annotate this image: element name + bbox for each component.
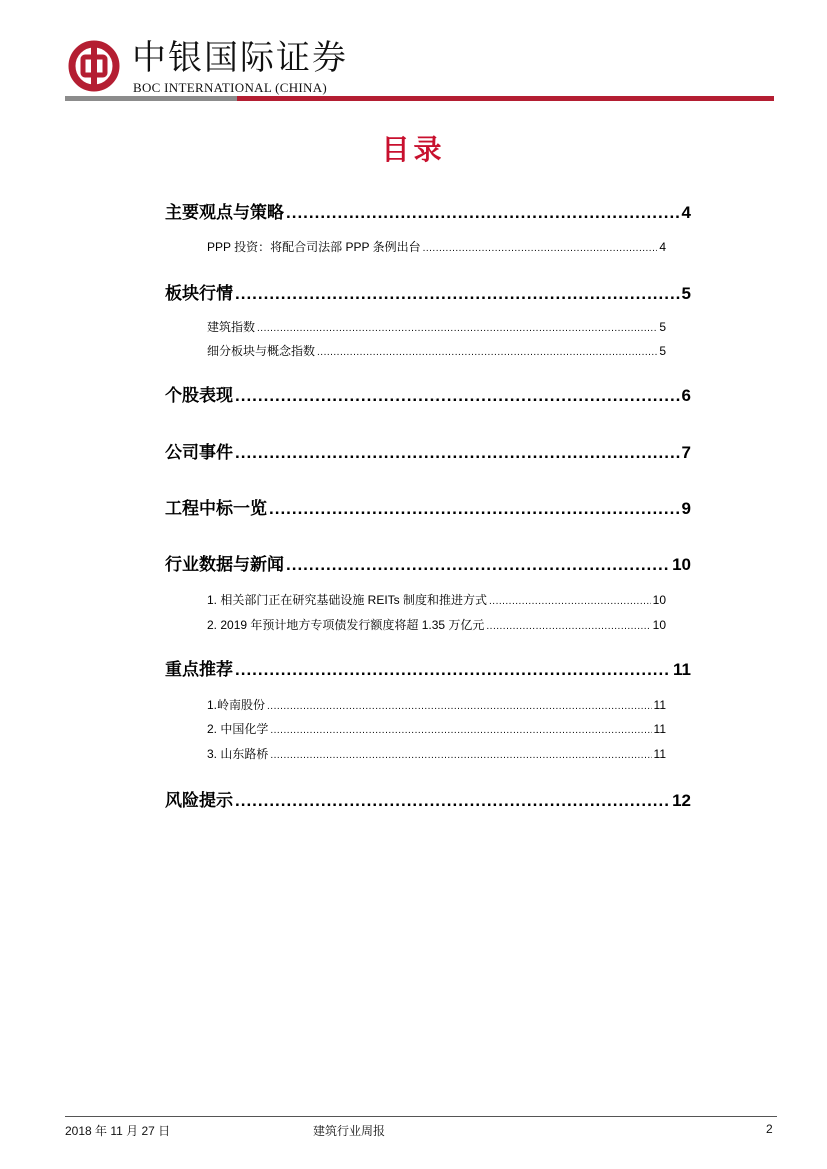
toc-entry[interactable] bbox=[165, 494, 691, 519]
toc-leader-dots bbox=[235, 386, 680, 406]
toc-entry[interactable] bbox=[165, 438, 691, 463]
toc-leader-dots bbox=[423, 243, 658, 254]
footer-page-number: 2 bbox=[766, 1122, 773, 1136]
toc-entry-page: 5 bbox=[659, 320, 666, 334]
toc-entry[interactable] bbox=[165, 279, 691, 304]
toc-entry-label: 工程中标一览 bbox=[165, 499, 267, 518]
toc-subentry[interactable] bbox=[207, 238, 666, 255]
toc-entry-page: 7 bbox=[681, 443, 691, 462]
brand-name-en: BOC INTERNATIONAL (CHINA) bbox=[133, 80, 328, 95]
toc-subentry[interactable] bbox=[207, 342, 666, 359]
toc-entry-page: 10 bbox=[672, 555, 691, 574]
toc-title: 目录 bbox=[381, 133, 446, 166]
toc-entry-label: 主要观点与策略 bbox=[165, 203, 284, 222]
toc-leader-dots bbox=[235, 791, 670, 811]
toc-leader-dots bbox=[235, 660, 671, 680]
toc-entry-label: 2. 2019 年预计地方专项债发行额度将超 1.35 万亿元 bbox=[207, 618, 485, 632]
toc-subentry[interactable] bbox=[207, 591, 666, 608]
toc-leader-dots bbox=[267, 701, 652, 712]
toc-leader-dots bbox=[257, 323, 657, 334]
toc-entry-label: 3. 山东路桥 bbox=[207, 747, 269, 761]
toc-subentry[interactable] bbox=[207, 745, 666, 762]
toc-entry-label: 2. 中国化学 bbox=[207, 722, 269, 736]
toc-leader-dots bbox=[269, 499, 680, 519]
toc-leader-dots bbox=[317, 347, 657, 358]
toc-entry-page: 5 bbox=[659, 344, 666, 358]
toc-leader-dots bbox=[489, 596, 651, 607]
toc-entry-page: 12 bbox=[672, 791, 691, 810]
toc-entry[interactable] bbox=[165, 550, 691, 575]
toc-entry-page: 11 bbox=[673, 660, 691, 679]
toc-subentry[interactable] bbox=[207, 696, 666, 713]
header-divider-gray bbox=[65, 96, 237, 101]
toc-entry-page: 11 bbox=[653, 698, 666, 712]
toc-entry[interactable] bbox=[165, 655, 691, 680]
toc-leader-dots bbox=[286, 555, 670, 575]
toc-subentry[interactable] bbox=[207, 616, 666, 633]
toc-leader-dots bbox=[235, 284, 680, 304]
toc-entry-page: 5 bbox=[681, 284, 691, 303]
toc-entry-page: 6 bbox=[681, 386, 691, 405]
toc-entry-page: 10 bbox=[652, 593, 666, 607]
toc-leader-dots bbox=[270, 750, 651, 761]
toc-leader-dots bbox=[235, 443, 680, 463]
toc-entry-label: 行业数据与新闻 bbox=[165, 555, 284, 574]
toc-entry-label: 板块行情 bbox=[165, 284, 233, 303]
toc-entry-label: 1.岭南股份 bbox=[207, 698, 266, 712]
toc-entry-label: 重点推荐 bbox=[165, 660, 233, 679]
footer-report-name: 建筑行业周报 bbox=[313, 1124, 386, 1138]
toc-subentry[interactable] bbox=[207, 720, 666, 737]
toc-entry[interactable] bbox=[165, 786, 691, 811]
toc-entry-page: 10 bbox=[652, 618, 666, 632]
toc-entry-page: 4 bbox=[659, 240, 666, 254]
brand-name-cn: 中银国际证券 bbox=[132, 38, 348, 78]
toc-leader-dots bbox=[286, 203, 680, 223]
toc-entry-label: 建筑指数 bbox=[207, 320, 256, 334]
header-divider-red bbox=[237, 96, 774, 101]
page-header bbox=[0, 0, 827, 110]
footer-date: 2018 年 11 月 27 日 bbox=[65, 1124, 171, 1138]
toc-leader-dots bbox=[270, 725, 651, 736]
toc-entry[interactable] bbox=[165, 198, 691, 223]
toc-entry-label: 公司事件 bbox=[165, 443, 233, 462]
toc-subentry[interactable] bbox=[207, 318, 666, 335]
toc-entry-page: 11 bbox=[653, 722, 666, 736]
toc-entry-label: 风险提示 bbox=[165, 791, 233, 810]
toc-entry-page: 11 bbox=[653, 747, 666, 761]
toc-entry-label: 细分板块与概念指数 bbox=[207, 344, 316, 358]
toc-entry[interactable] bbox=[165, 381, 691, 406]
toc-leader-dots bbox=[486, 621, 650, 632]
toc-entry-label: 1. 相关部门正在研究基础设施 REITs 制度和推进方式 bbox=[207, 593, 488, 607]
toc-entry-page: 4 bbox=[681, 203, 691, 222]
toc-entry-label: 个股表现 bbox=[165, 386, 233, 405]
toc-entry-label: PPP 投资：将配合司法部 PPP 条例出台 bbox=[207, 240, 421, 254]
boc-logo-icon bbox=[68, 40, 120, 92]
footer-divider bbox=[65, 1116, 777, 1117]
toc-entry-page: 9 bbox=[681, 499, 691, 518]
